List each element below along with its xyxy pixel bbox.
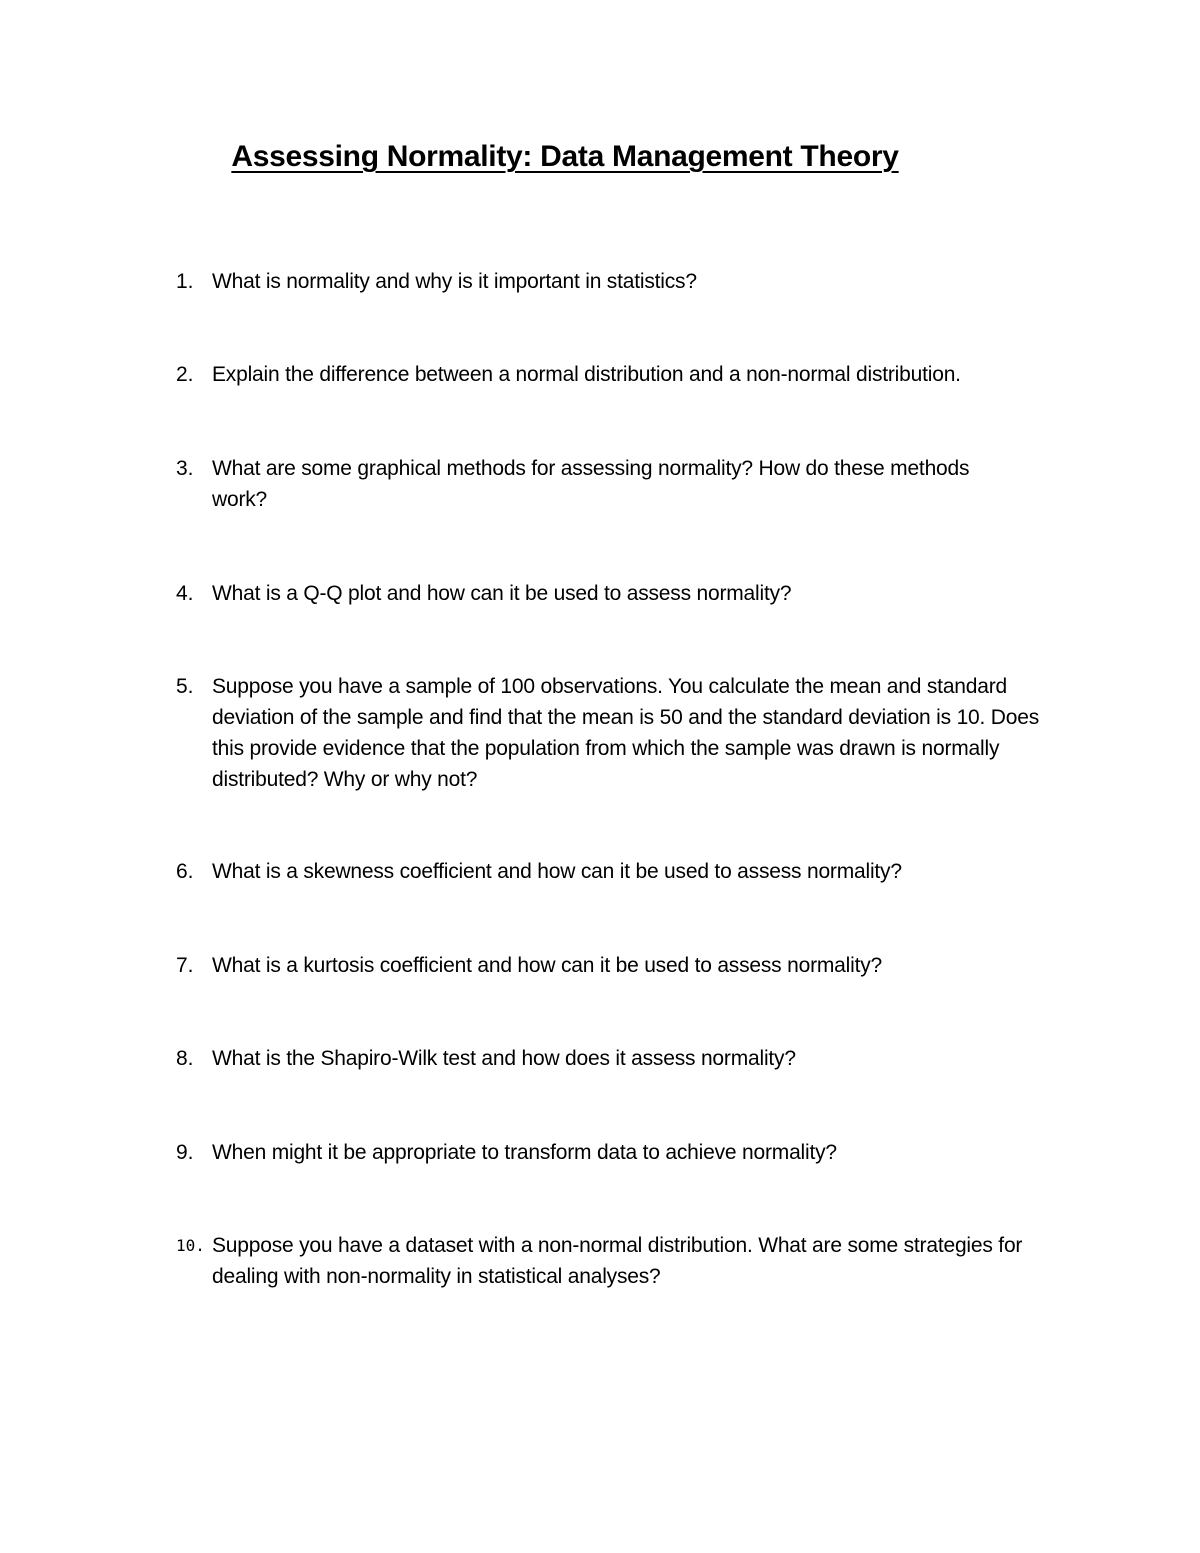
question-number: 8. [176, 1047, 194, 1070]
question-number: 6. [176, 860, 194, 883]
question-text: When might it be appropriate to transform data to achieve normality? [212, 1141, 837, 1164]
question-text: Explain the difference between a normal distribution and a non-normal distribution. [212, 363, 961, 386]
question-item [176, 856, 1056, 887]
question-text: What is a Q-Q plot and how can it be used to assess normality? [212, 582, 792, 605]
question-item [176, 1230, 1046, 1292]
question-number: 1. [176, 270, 194, 293]
question-number: 7. [176, 954, 194, 977]
question-number: 10. [176, 1236, 205, 1255]
question-text: What is normality and why is it important in statistics? [212, 270, 697, 293]
question-text: Suppose you have a sample of 100 observations. You calculate the mean and standard deviation of the sample and find that the mean is 50 and the standard deviation is 10. Does this provide evidence that the population from which the sample was drawn is normally distributed? Why or why not? [212, 675, 1040, 791]
question-item [176, 359, 1056, 390]
question-item [176, 671, 1046, 795]
question-text: What are some graphical methods for assessing normality? How do these methods work? [212, 457, 970, 511]
question-item [176, 1137, 1056, 1168]
question-item [176, 1043, 1056, 1074]
question-number: 2. [176, 363, 194, 386]
question-item [176, 950, 1056, 981]
question-text: What is a kurtosis coefficient and how can it be used to assess normality? [212, 954, 882, 977]
question-text: What is the Shapiro-Wilk test and how does it assess normality? [212, 1047, 796, 1070]
question-number: 4. [176, 582, 194, 605]
question-text: What is a skewness coefficient and how can it be used to assess normality? [212, 860, 902, 883]
question-number: 9. [176, 1141, 194, 1164]
document-title: Assessing Normality: Data Management Theory [231, 140, 899, 173]
question-item [176, 578, 1056, 609]
question-number: 3. [176, 457, 194, 480]
question-number: 5. [176, 675, 194, 698]
question-item [176, 266, 1056, 297]
question-item [176, 453, 1016, 515]
question-text: Suppose you have a dataset with a non-normal distribution. What are some strategies for dealing with non-normality in statistical analyses? [212, 1234, 1023, 1288]
